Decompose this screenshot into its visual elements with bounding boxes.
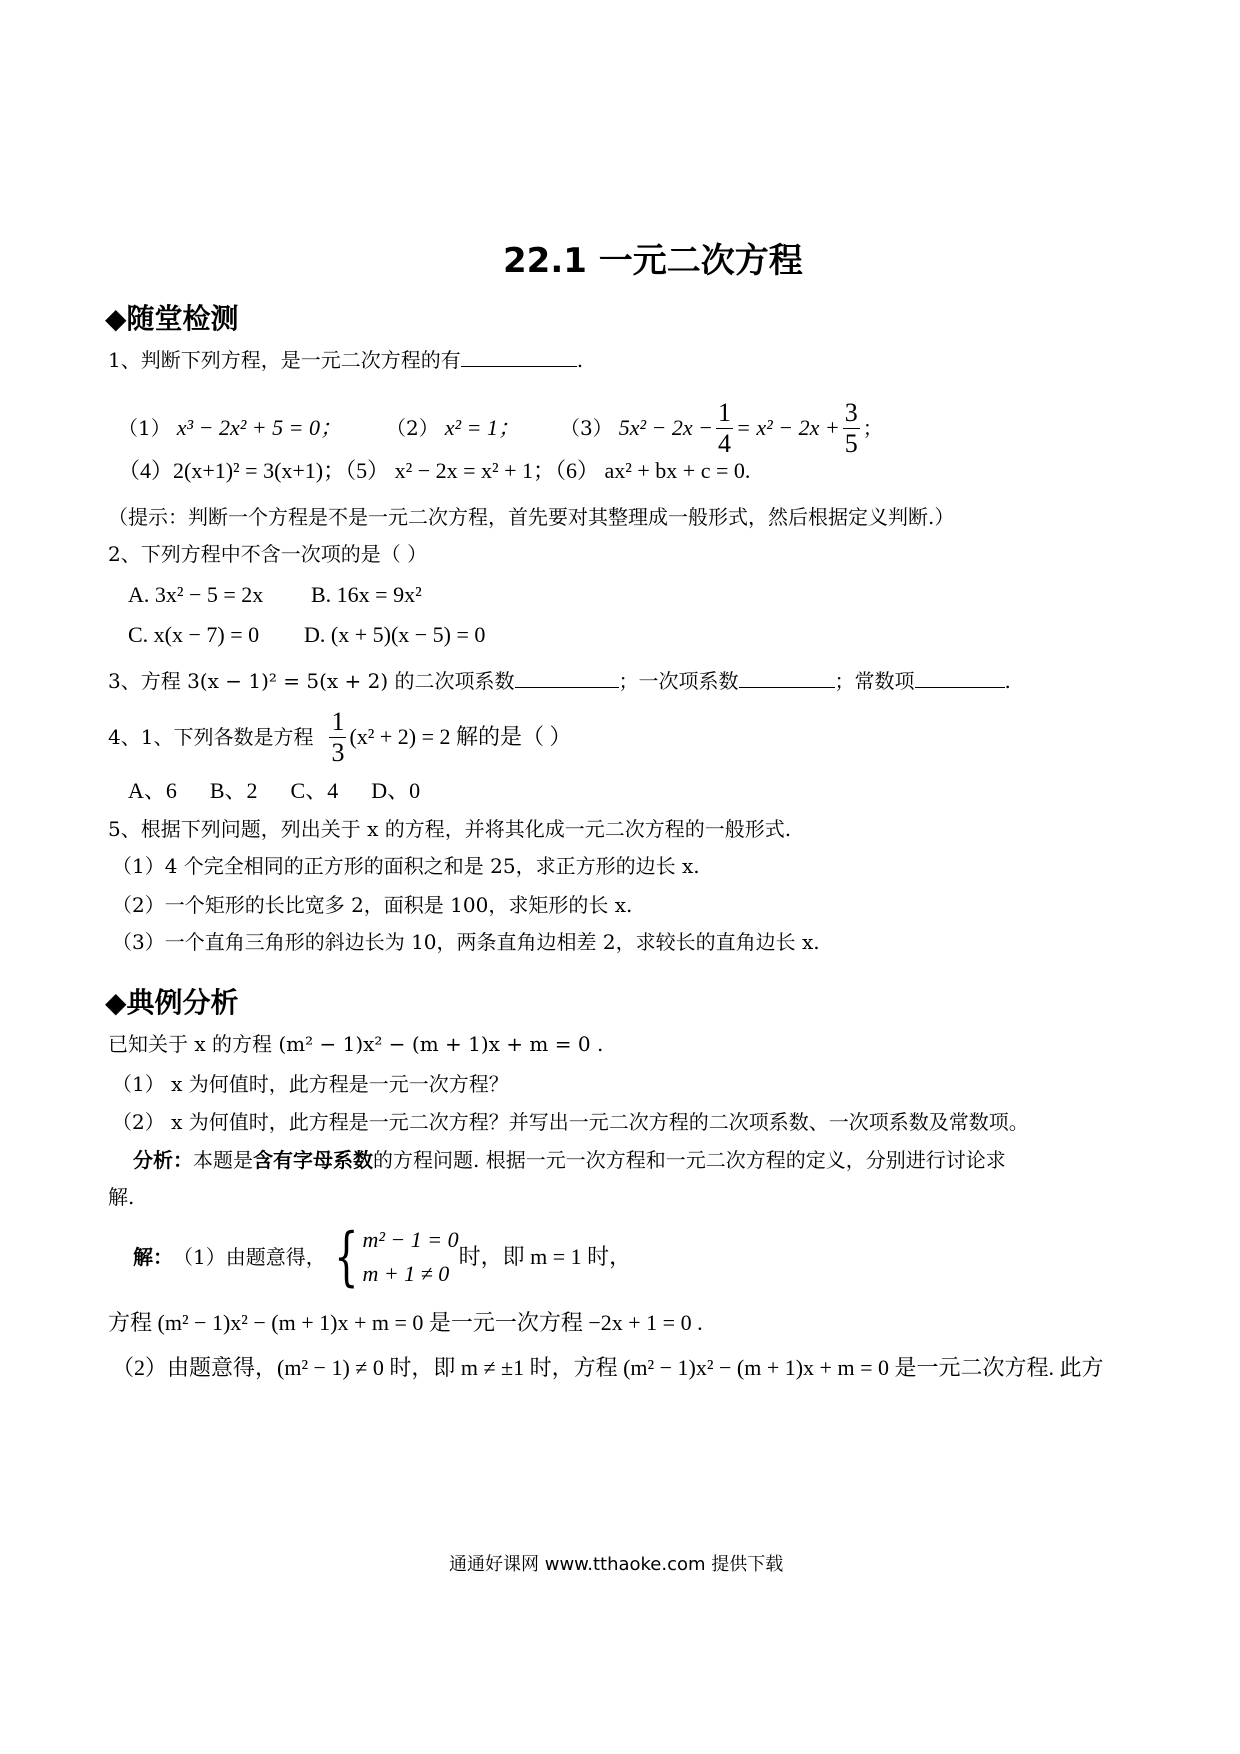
analysis-label: 分析： (133, 1148, 193, 1172)
analysis-emphasis: 含有字母系数 (253, 1148, 373, 1172)
solution-line-3: （2）由题意得，(m² − 1) ≠ 0 时，即 m ≠ ±1 时，方程 (m² − 1)x² − (m + 1)x + m = 0 是一元二次方程. 此方 (112, 1355, 1104, 1380)
solution-line-2: 方程 (m² − 1)x² − (m + 1)x + m = 0 是一元一次方程 −2x + 1 = 0 . (108, 1310, 703, 1335)
question-3-text-c: ；常数项 (834, 669, 915, 693)
solution-text-b: 时，即 m = 1 时， (458, 1244, 632, 1269)
question-1-equations-row-1 (118, 398, 883, 458)
question-1-equations-row-2: （4）2(x+1)² = 3(x+1)；（5） x² − 2x = x² + 1；（6） ax² + bx + c = 0. (118, 458, 751, 483)
solution-label: 解： (133, 1245, 173, 1269)
equation-system (362, 1223, 458, 1291)
equation-3-part-b: = x² − 2x + (736, 415, 840, 440)
question-4-options: A、6 B、2 C、4 D、0 (128, 778, 421, 803)
analysis-line-1 (133, 1147, 1006, 1173)
equation-3-part-a: 5x² − 2x − (618, 415, 714, 440)
question-2-stem: 2、下列方程中不含一次项的是（ ） (108, 542, 428, 566)
equation-2-index: （2） (386, 416, 439, 440)
question-1-period: . (576, 348, 584, 372)
example-given: 已知关于 x 的方程 (m² − 1)x² − (m + 1)x + m = 0 . (108, 1032, 604, 1056)
system-equation-2: m + 1 ≠ 0 (362, 1261, 450, 1286)
question-4-text-a: 4、1、下列各数是方程 (108, 725, 314, 749)
answer-blank (739, 667, 835, 688)
option-b: B. 16x = 9x² (311, 582, 422, 607)
equation-3-end: ； (862, 416, 883, 440)
question-3-text-a: 3、方程 3(x − 1)² = 5(x + 2) 的二次项系数 (108, 669, 515, 693)
fraction-one-third: $\frac{1}{3}$ (331, 706, 345, 767)
option-a: A. 3x² − 5 = 2x (128, 582, 264, 607)
question-5-stem: 5、根据下列问题，列出关于 x 的方程，并将其化成一元二次方程的一般形式. (108, 817, 792, 841)
example-part-2: （2） x 为何值时，此方程是一元二次方程？并写出一元二次方程的二次项系数、一次项系数及常数项。 (112, 1110, 1029, 1134)
question-3-period: . (1004, 669, 1011, 693)
question-4 (108, 707, 572, 767)
question-4-text-b: (x² + 2) = 2 解的是（ ） (349, 724, 572, 749)
section-heading-practice: ◆随堂检测 (105, 302, 239, 335)
system-equation-1: m² − 1 = 0 (362, 1227, 459, 1252)
page-title: 22.1 一元二次方程 (503, 241, 803, 281)
example-part-1: （1） x 为何值时，此方程是一元一次方程？ (112, 1072, 509, 1096)
question-5-part-1: （1）4 个完全相同的正方形的面积之和是 25，求正方形的边长 x. (112, 854, 700, 878)
analysis-text-b: 的方程问题. 根据一元一次方程和一元二次方程的定义，分别进行讨论求 (373, 1148, 1006, 1172)
question-3-text-b: ；一次项系数 (618, 669, 739, 693)
analysis-text-a: 本题是 (193, 1148, 253, 1172)
question-3 (108, 667, 1011, 694)
answer-blank (515, 667, 619, 688)
answer-blank (915, 667, 1005, 688)
section-heading-examples: ◆典例分析 (105, 986, 239, 1019)
question-5-part-2: （2）一个矩形的长比宽多 2，面积是 100，求矩形的长 x. (112, 893, 633, 917)
analysis-line-2: 解. (108, 1185, 135, 1209)
question-1-stem (108, 346, 583, 373)
answer-blank (461, 346, 577, 367)
equation-2: x² = 1； (444, 415, 520, 440)
left-brace-icon: { (333, 1220, 359, 1294)
option-d: D. (x + 5)(x − 5) = 0 (304, 622, 486, 647)
fraction-three-fifths: $\frac{3}{5}$ (844, 397, 858, 458)
equation-1-index: （1） (118, 416, 171, 440)
page-footer: 通通好课网 www.tthaoke.com 提供下载 (449, 1554, 784, 1575)
option-c: C. x(x − 7) = 0 (128, 622, 260, 647)
equation-3-index: （3） (559, 416, 613, 440)
question-1-text: 1、判断下列方程，是一元二次方程的有 (108, 348, 461, 372)
equation-1: x³ − 2x² + 5 = 0； (176, 415, 342, 440)
question-1-hint: （提示：判断一个方程是不是一元二次方程，首先要对其整理成一般形式，然后根据定义判断.） (108, 505, 955, 529)
question-5-part-3: （3）一个直角三角形的斜边长为 10，两条直角边相差 2，求较长的直角边长 x. (112, 930, 820, 954)
solution-line-1 (133, 1220, 631, 1294)
solution-text-a: （1）由题意得， (173, 1245, 326, 1269)
fraction-one-quarter: $\frac{1}{4}$ (718, 397, 732, 458)
